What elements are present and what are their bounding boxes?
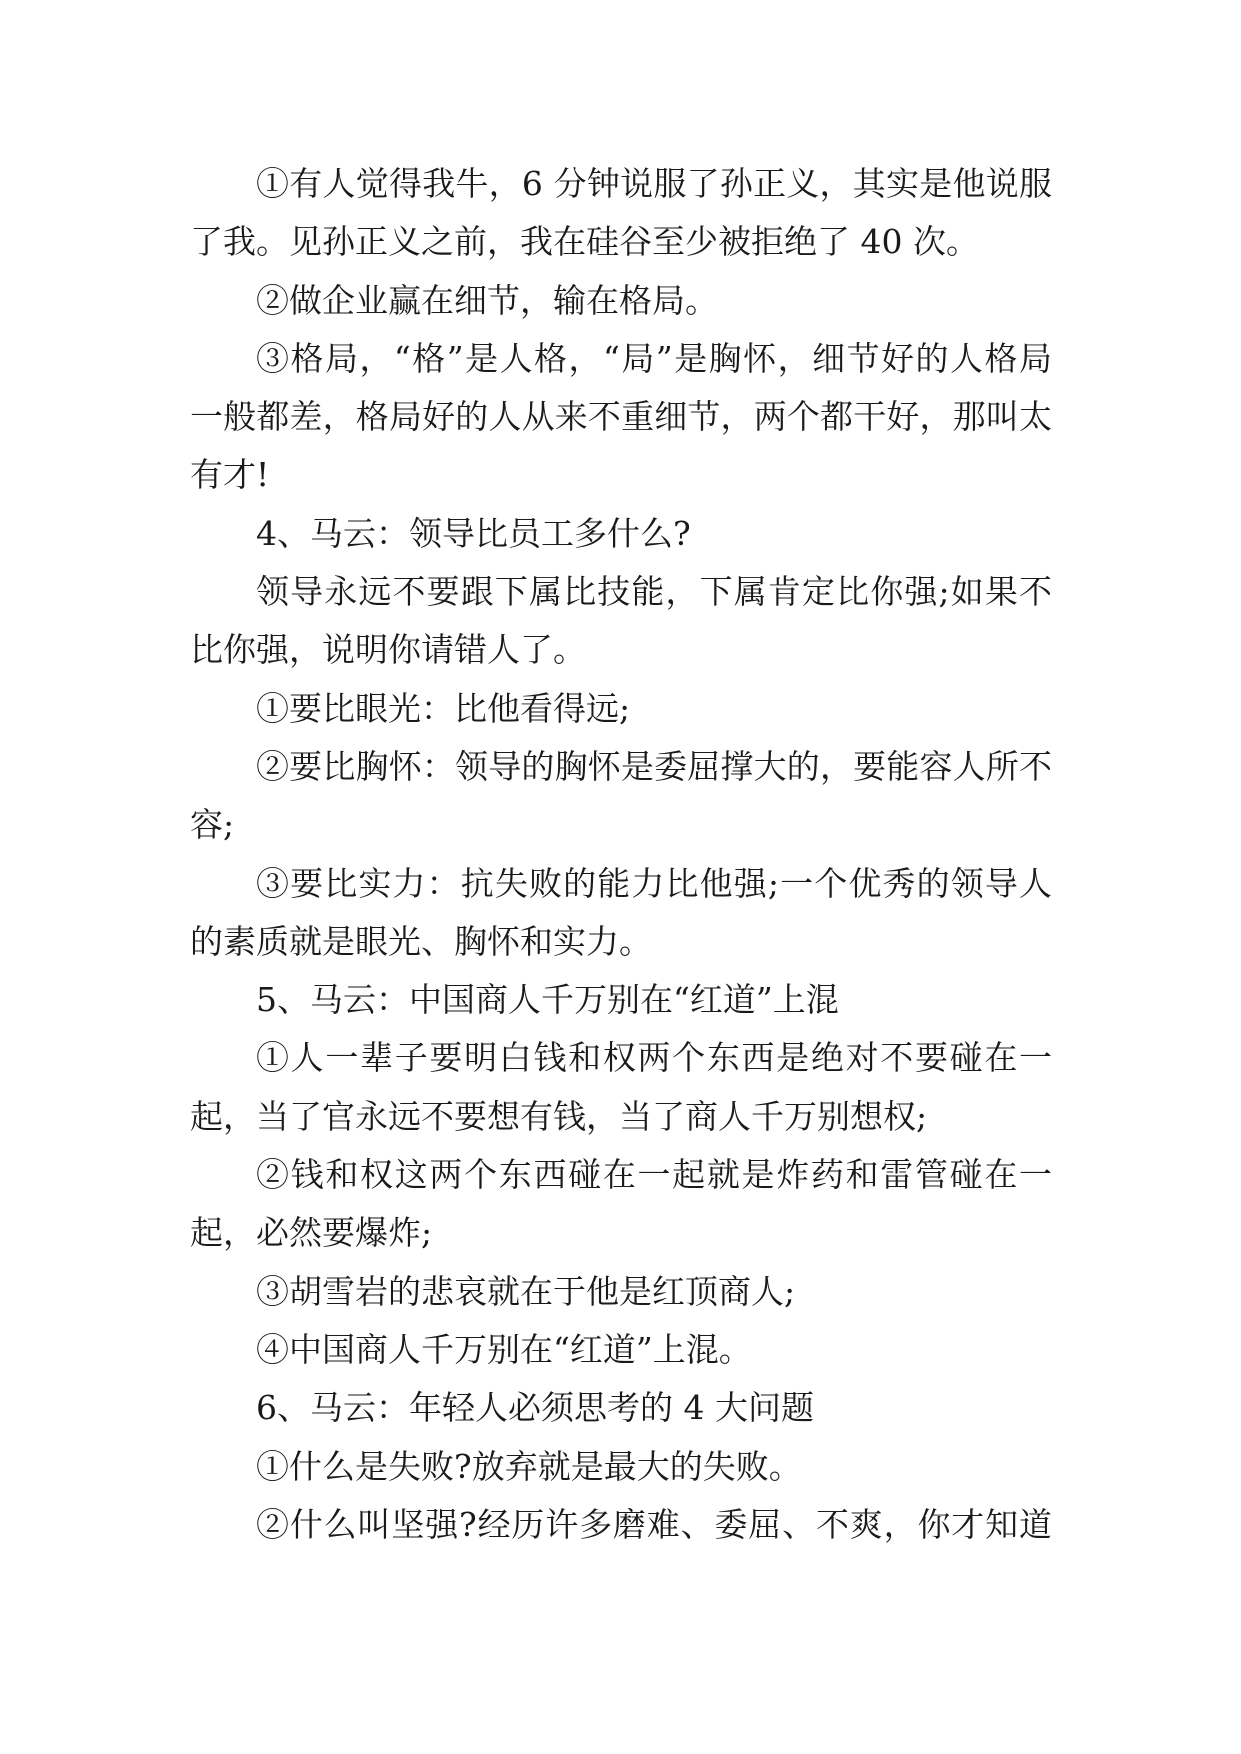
section-heading bbox=[190, 1379, 1052, 1437]
text-line: ③胡雪岩的悲哀就在于他是红顶商人; bbox=[256, 1271, 796, 1311]
text-line: 容; bbox=[190, 805, 235, 845]
paragraph bbox=[190, 1321, 1052, 1379]
section-heading bbox=[190, 505, 1052, 563]
text-line: ①有人觉得我牛，6 分钟说服了孙正义，其实是他说服 bbox=[256, 164, 1052, 203]
text-line: 的素质就是眼光、胸怀和实力。 bbox=[190, 921, 652, 961]
paragraph bbox=[190, 738, 1052, 855]
paragraph bbox=[190, 1496, 1052, 1554]
text-line: 了我。见孙正义之前，我在硅谷至少被拒绝了 40 次。 bbox=[190, 222, 979, 262]
text-line: 领导永远不要跟下属比技能，下属肯定比你强;如果不 bbox=[256, 572, 1052, 612]
section-heading bbox=[190, 971, 1052, 1029]
paragraph bbox=[190, 1029, 1052, 1146]
paragraph bbox=[190, 155, 1052, 272]
text-line: 6、马云：年轻人必须思考的 4 大问题 bbox=[256, 1388, 814, 1428]
text-line: 比你强，说明你请错人了。 bbox=[190, 630, 586, 670]
text-line: ③格局，“格”是人格，“局”是胸怀，细节好的人格局 bbox=[256, 338, 1052, 378]
paragraph bbox=[190, 1438, 1052, 1496]
text-line: ②做企业赢在细节，输在格局。 bbox=[256, 280, 718, 320]
paragraph bbox=[190, 330, 1052, 505]
text-line: ②什么叫坚强?经历许多磨难、委屈、不爽，你才知道 bbox=[256, 1504, 1052, 1544]
text-line: 有才! bbox=[190, 455, 270, 495]
paragraph bbox=[190, 563, 1052, 680]
paragraph bbox=[190, 680, 1052, 738]
text-line: ①人一辈子要明白钱和权两个东西是绝对不要碰在一 bbox=[256, 1038, 1052, 1078]
text-line: ③要比实力：抗失败的能力比他强;一个优秀的领导人 bbox=[256, 863, 1052, 903]
text-line: ②钱和权这两个东西碰在一起就是炸药和雷管碰在一 bbox=[256, 1155, 1052, 1195]
text-line: 5、马云：中国商人千万别在“红道”上混 bbox=[256, 980, 839, 1020]
text-line: ②要比胸怀：领导的胸怀是委屈撑大的，要能容人所不 bbox=[256, 746, 1052, 786]
document-body bbox=[190, 155, 1052, 1554]
text-line: ①什么是失败?放弃就是最大的失败。 bbox=[256, 1446, 802, 1486]
paragraph bbox=[190, 1263, 1052, 1321]
paragraph bbox=[190, 855, 1052, 972]
text-line: ①要比眼光：比他看得远; bbox=[256, 688, 631, 728]
paragraph bbox=[190, 1146, 1052, 1263]
text-line: ④中国商人千万别在“红道”上混。 bbox=[256, 1329, 752, 1369]
paragraph bbox=[190, 272, 1052, 330]
text-line: 起，必然要爆炸; bbox=[190, 1213, 433, 1253]
text-line: 一般都差，格局好的人从来不重细节，两个都干好，那叫太 bbox=[190, 397, 1052, 437]
text-line: 4、马云：领导比员工多什么? bbox=[256, 513, 691, 553]
text-line: 起，当了官永远不要想有钱，当了商人千万别想权; bbox=[190, 1096, 928, 1136]
